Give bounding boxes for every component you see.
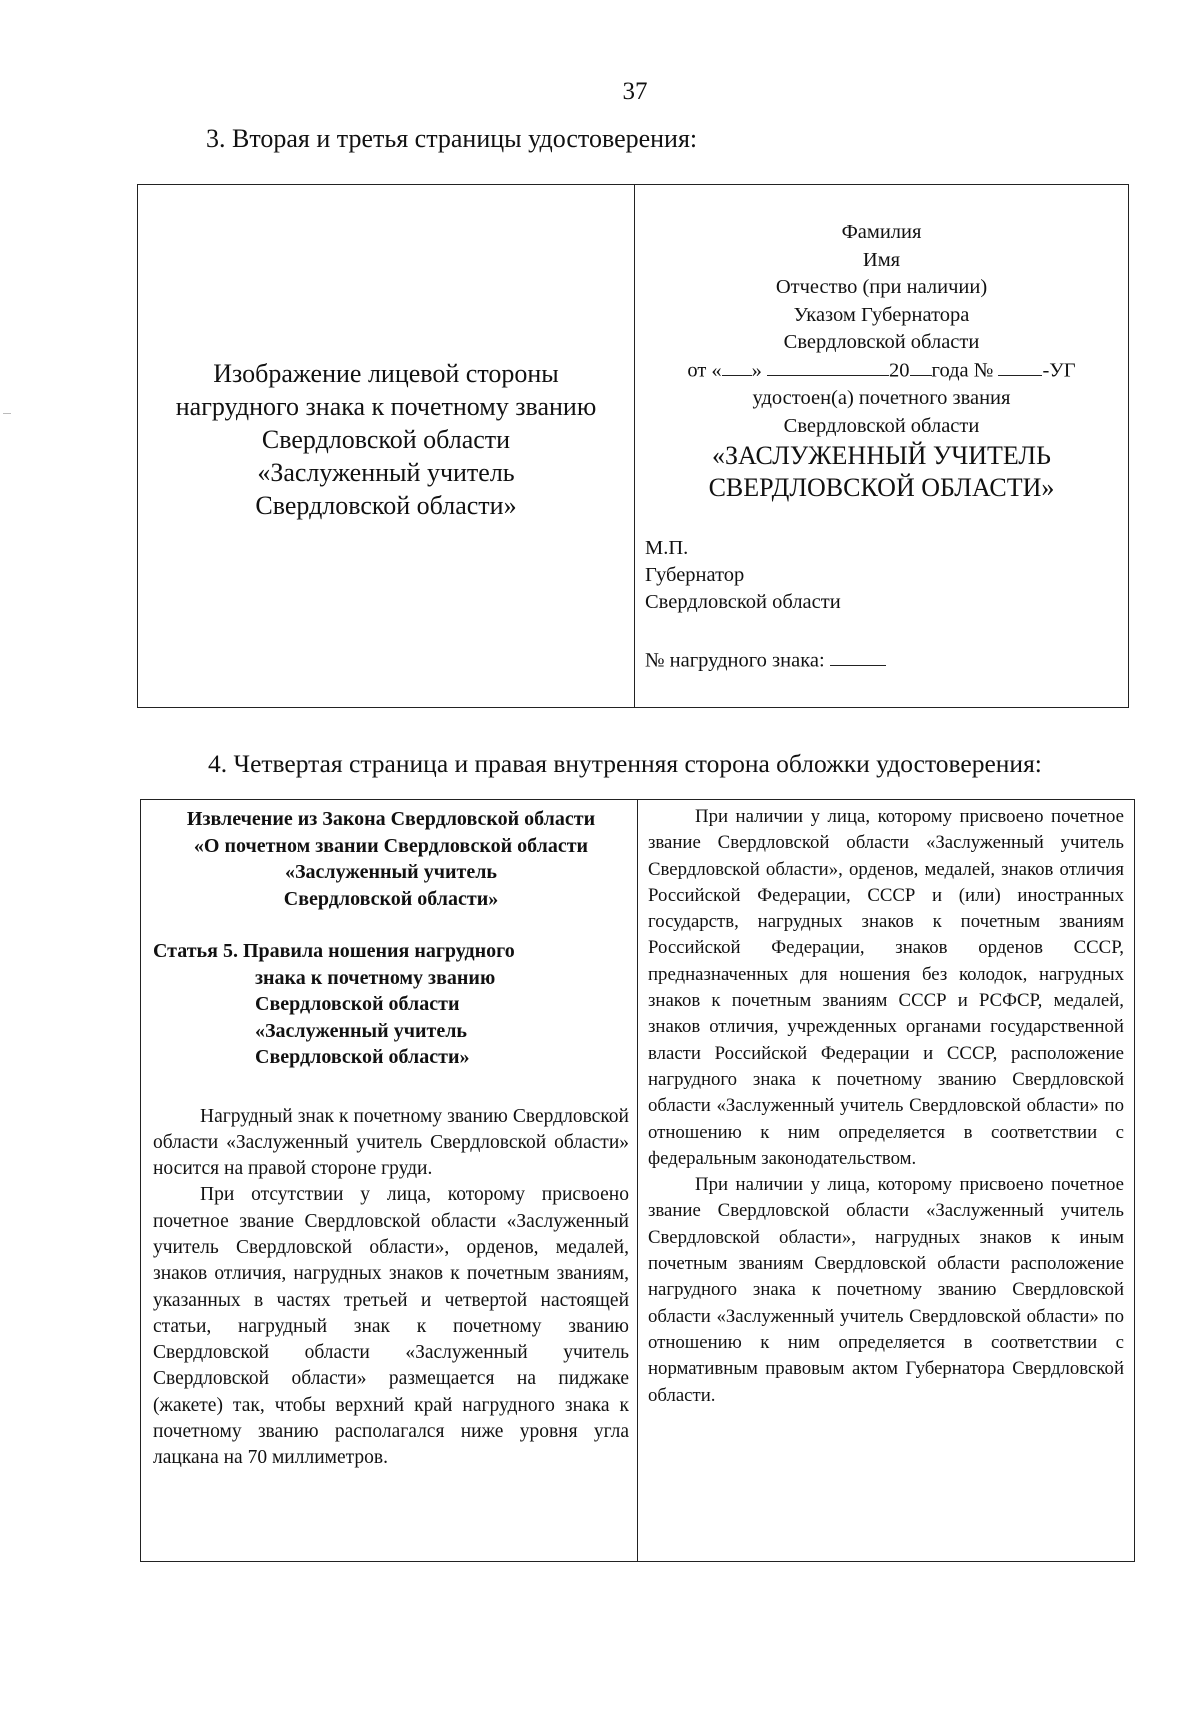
- certificate-text-cell: [635, 185, 1128, 707]
- signer-title: Губернатор: [645, 564, 745, 586]
- stamp-place-label: М.П.: [645, 537, 689, 559]
- awarded-line: удостоен(а) почетного звания: [752, 387, 1011, 409]
- page-number: 37: [622, 78, 648, 105]
- badge-image-cell: [138, 185, 635, 707]
- badge-line: Свердловской области: [261, 424, 511, 454]
- badge-image-placeholder: [176, 357, 597, 522]
- badge-line: Изображение лицевой стороны: [213, 358, 559, 388]
- decree-number-blank: [998, 357, 1042, 376]
- law-paragraph: При наличии у лица, которому присвоено почетное звание Свердловской области «Заслуженный учитель Свердловской области», нагрудных знаков к иным почетным званиям Свердловской области расположение нагрудного знака к почетному званию Свердловской области «Заслуженный учитель Свердловской области» по отношению к ним определяется в соответствии с нормативным правовым актом Губернатора Свердловской области.: [648, 1174, 1124, 1406]
- law-paragraph: Нагрудный знак к почетному званию Свердловской области «Заслуженный учитель Свердловской области» носится на правой стороне груди.: [153, 1105, 629, 1180]
- scan-artifact: [3, 413, 11, 414]
- region-line: Свердловской области: [783, 331, 980, 354]
- article-heading: Статья 5. Правила ношения нагрудного знака к почетному званию Свердловской области «Заслуженный учитель Свердловской области»: [153, 940, 515, 1068]
- decree-date-line: от « » 20 года № -УГ: [635, 357, 1128, 385]
- year-blank: [910, 357, 932, 376]
- decree-line: Указом Губернатора: [793, 303, 970, 326]
- month-blank: [767, 357, 889, 376]
- badge-line: нагрудного знака к почетному званию: [175, 391, 597, 421]
- name-label: Имя: [862, 248, 901, 271]
- honorary-title-line: СВЕРДЛОВСКОЙ ОБЛАСТИ»: [708, 473, 1055, 503]
- region-line-2: Свердловской области: [783, 414, 980, 437]
- honorary-title-line: «ЗАСЛУЖЕННЫЙ УЧИТЕЛЬ: [712, 441, 1051, 471]
- law-extract-continued-cell: [638, 800, 1134, 1561]
- law-paragraph: При отсутствии у лица, которому присвоено почетное звание Свердловской области «Заслуженный учитель Свердловской области», орденов, медалей, знаков отличия, нагрудных знаков к почетным званиям, указанных в частях третьей и четвертой настоящей статьи, нагрудный знак к почетному званию Свердловской области «Заслуженный учитель Свердловской области» размещается на пиджаке (жакете) так, чтобы верхний край нагрудного знака к почетному званию располагался ниже уровня угла лацкана на 70 миллиметров.: [153, 1184, 629, 1469]
- badge-line: «Заслуженный учитель: [257, 457, 515, 487]
- badge-number-blank: [830, 647, 886, 666]
- law-title: Извлечение из Закона Свердловской области «О почетном звании Свердловской области «Заслуженный учитель Свердловской области»: [186, 808, 596, 910]
- patronymic-label: Отчество (при наличии): [775, 276, 988, 299]
- law-paragraph: При наличии у лица, которому присвоено почетное звание Свердловской области «Заслуженный учитель Свердловской области», орденов, медалей, знаков отличия Российской Федерации, СССР и (или) иностранных государств, нагрудных знаков к почетным званиям Российской Федерации, знаков орденов СССР, предназначенных для ношения без колодок, нагрудных знаков к почетным званиям СССР и РСФСР, медалей, знаков отличия, учрежденных органами государственной власти Российской Федерации и СССР, расположение нагрудного знака к почетному званию Свердловской области «Заслуженный учитель Свердловской области» по отношению к ним определяется в соответствии с федеральным законодательством.: [648, 806, 1124, 1169]
- signature-block: [645, 535, 841, 616]
- signer-region: Свердловской области: [645, 591, 841, 613]
- certificate-page-4-table: [140, 799, 1135, 1562]
- day-blank: [722, 357, 752, 376]
- surname-label: Фамилия: [841, 221, 922, 243]
- law-extract-cell: [141, 800, 638, 1561]
- badge-number-line: [645, 647, 886, 674]
- certificate-pages-2-3-table: [137, 184, 1129, 708]
- badge-number-label: № нагрудного знака:: [645, 649, 825, 672]
- section-4-heading: 4. Четвертая страница и правая внутренняя сторона обложки удостоверения:: [208, 749, 1042, 778]
- section-3-heading: 3. Вторая и третья страницы удостоверения:: [206, 124, 698, 153]
- badge-line: Свердловской области»: [255, 490, 517, 520]
- certificate-body: [635, 219, 1128, 504]
